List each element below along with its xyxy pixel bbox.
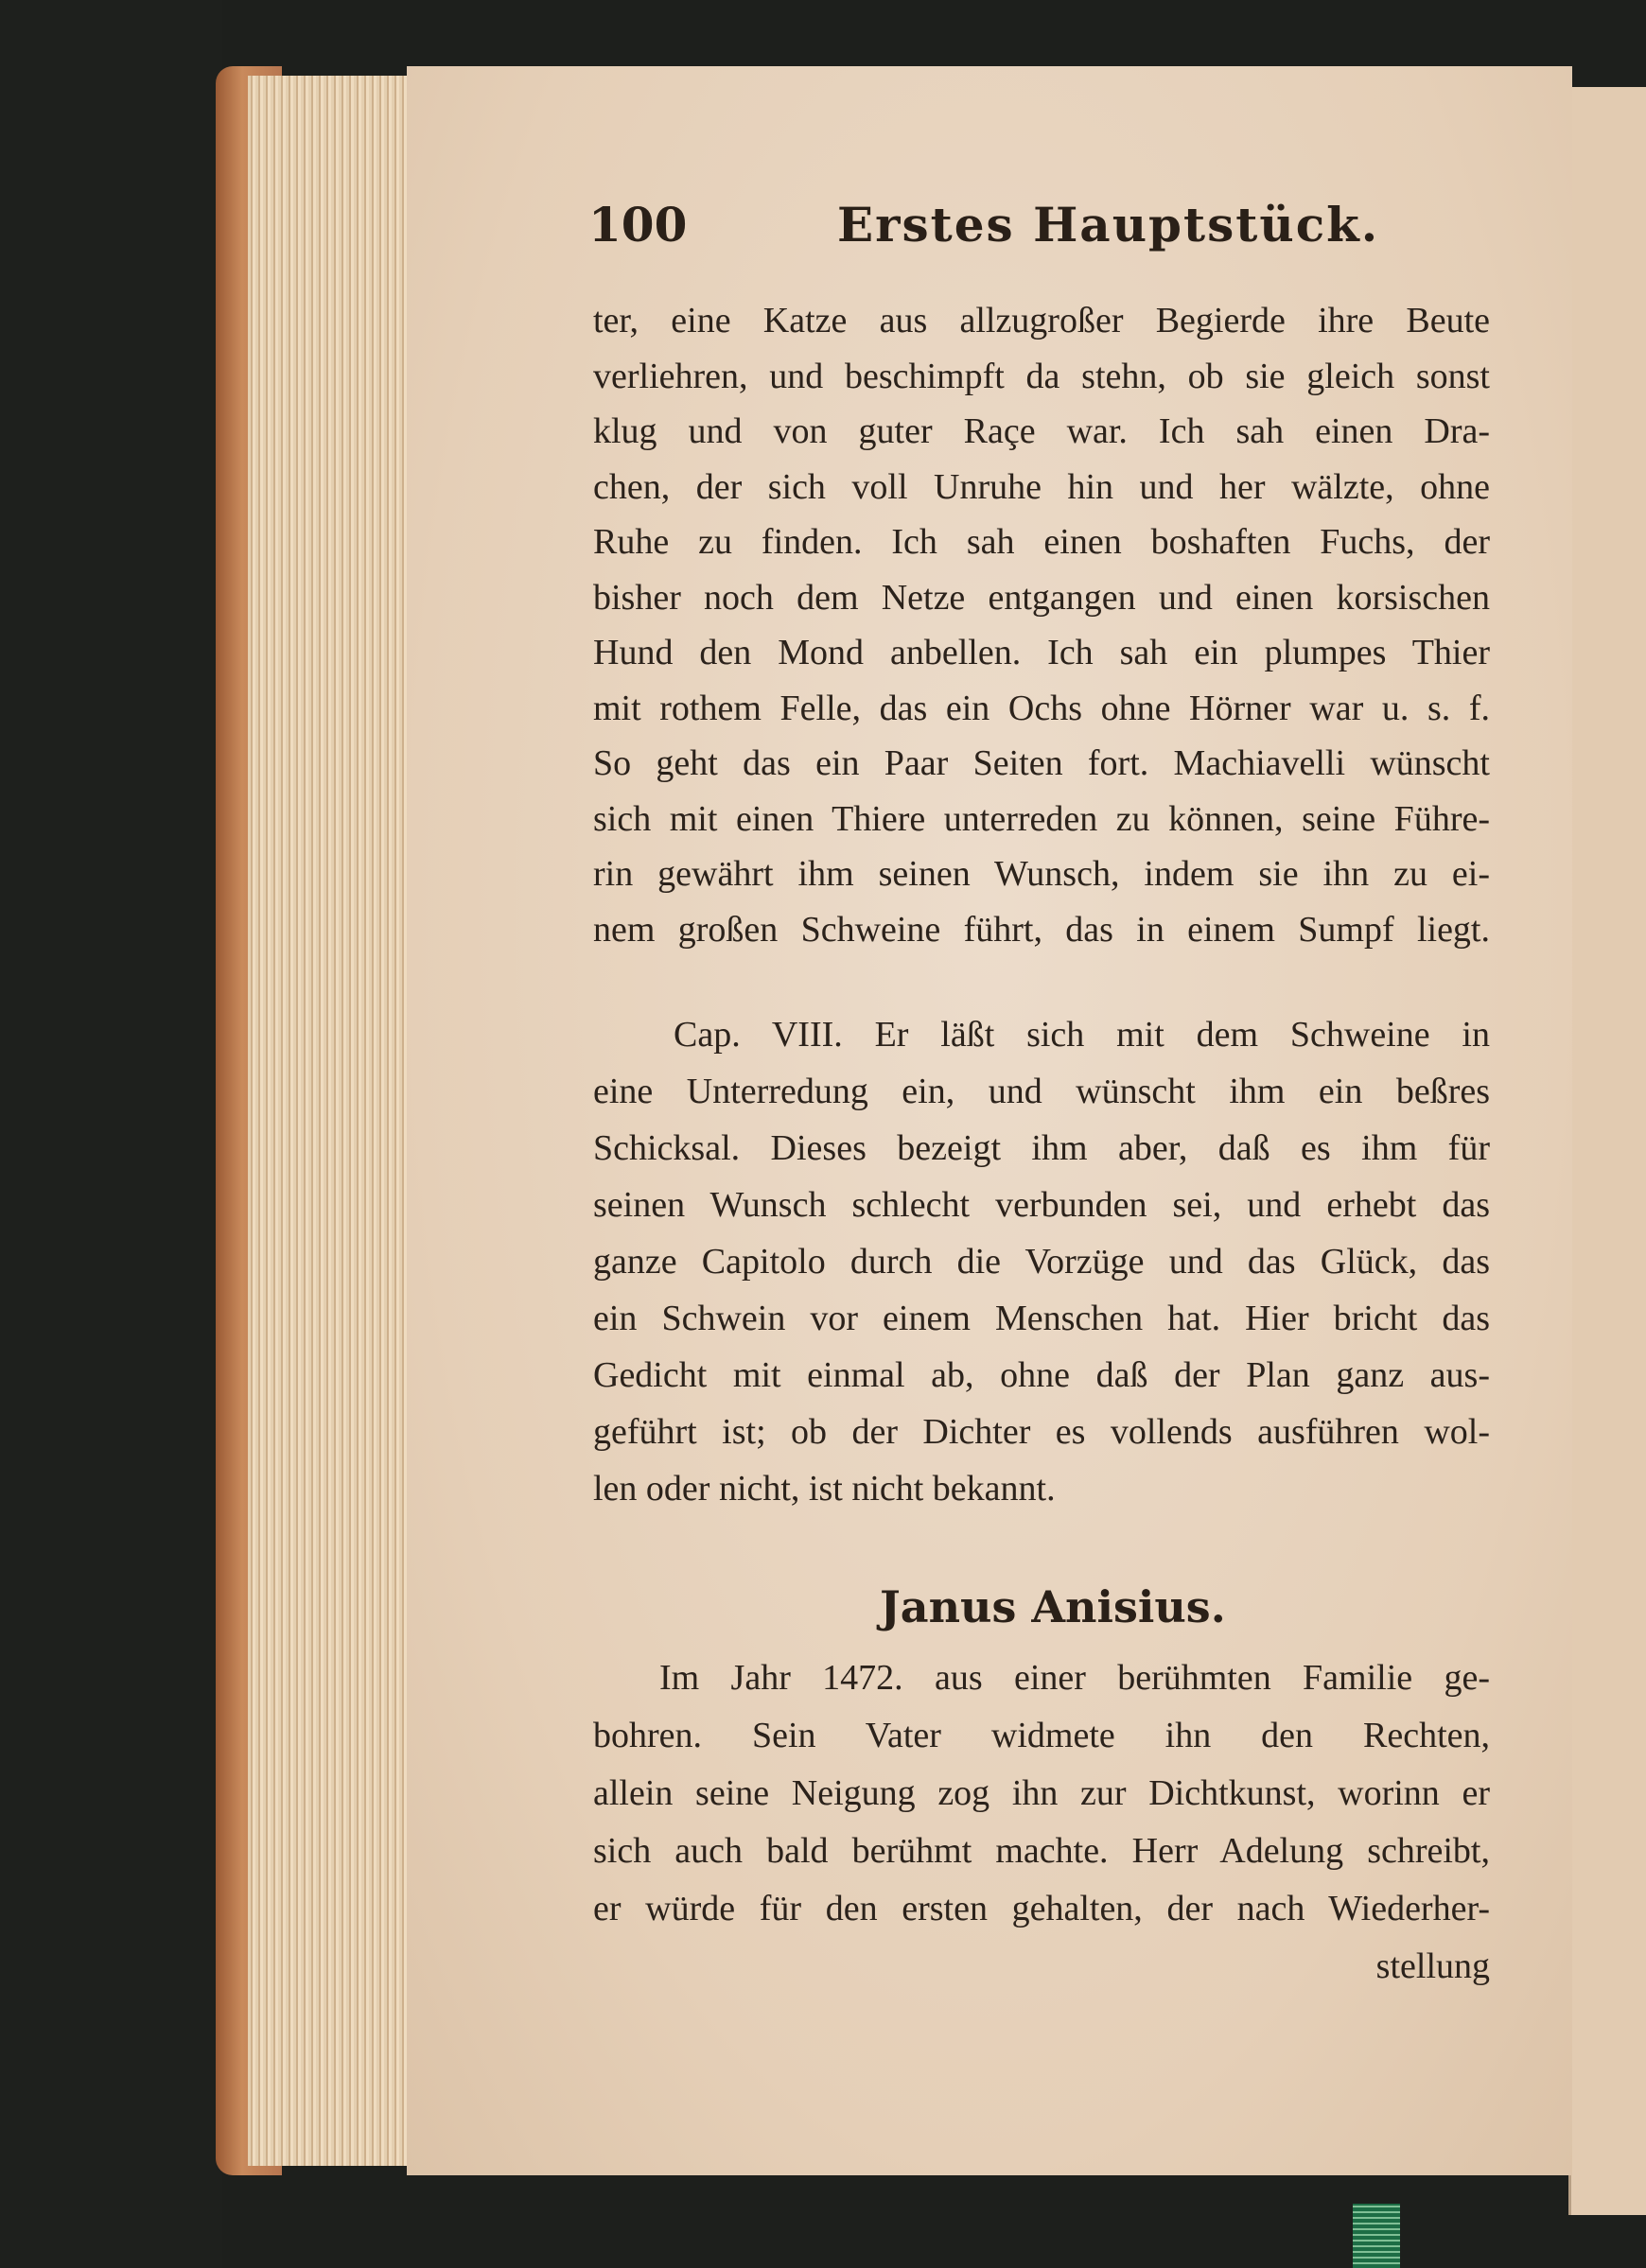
text-line: bohren. Sein Vater widmete ihn den Rechten,: [593, 1716, 1490, 1755]
text-line: sich auch bald berühmt machte. Herr Adelung schreibt,: [593, 1831, 1490, 1871]
text-line: eine Unterredung ein, und wünscht ihm ein beßres: [593, 1072, 1490, 1111]
text-line: Ruhe zu finden. Ich sah einen boshaften Fuchs, der: [593, 522, 1490, 562]
facing-page-edge: [1568, 87, 1646, 2215]
text-line: er würde für den ersten gehalten, der nach Wiederher-: [593, 1889, 1490, 1928]
text-line: klug und von guter Raçe war. Ich sah einen Dra-: [593, 411, 1490, 451]
scan-background: [0, 0, 222, 2268]
text-line: Im Jahr 1472. aus einer berühmten Familie ge-: [659, 1658, 1490, 1698]
running-head: Erstes Hauptstück.: [837, 197, 1380, 253]
page-number: 100: [588, 197, 688, 253]
text-line: len oder nicht, ist nicht bekannt.: [593, 1469, 1056, 1509]
text-line: ein Schwein vor einem Menschen hat. Hier bricht das: [593, 1299, 1490, 1338]
text-line: geführt ist; ob der Dichter es vollends ausführen wol-: [593, 1412, 1490, 1452]
text-line: chen, der sich voll Unruhe hin und her wälzte, ohne: [593, 466, 1490, 507]
text-line: verliehren, und beschimpft da stehn, ob sie gleich sonst: [593, 356, 1490, 396]
page-stack-edges: [248, 76, 413, 2166]
text-line: So geht das ein Paar Seiten fort. Machiavelli wünscht: [593, 743, 1490, 783]
text-line: Gedicht mit einmal ab, ohne daß der Plan ganz aus-: [593, 1355, 1490, 1395]
text-line: Schicksal. Dieses bezeigt ihm aber, daß es ihm für: [593, 1128, 1490, 1168]
text-line: bisher noch dem Netze entgangen und einen korsischen: [593, 577, 1490, 618]
text-line: ganze Capitolo durch die Vorzüge und das Glück, das: [593, 1242, 1490, 1282]
bookmark-ribbon: [1353, 2204, 1400, 2268]
text-line: rin gewährt ihm seinen Wunsch, indem sie ihn zu ei-: [593, 854, 1490, 894]
text-line: allein seine Neigung zog ihn zur Dichtkunst, worinn er: [593, 1773, 1490, 1813]
text-line: Cap. VIII. Er läßt sich mit dem Schweine in: [674, 1015, 1490, 1055]
text-line: sich mit einen Thiere unterreden zu können, seine Führe-: [593, 798, 1490, 839]
text-line: Hund den Mond anbellen. Ich sah ein plumpes Thier: [593, 633, 1490, 672]
text-line: mit rothem Felle, das ein Ochs ohne Hörner war u. s. f.: [593, 688, 1490, 728]
text-line: nem großen Schweine führt, das in einem Sumpf liegt.: [593, 909, 1490, 950]
text-line: seinen Wunsch schlecht verbunden sei, und erhebt das: [593, 1185, 1490, 1225]
text-line: ter, eine Katze aus allzugroßer Begierde ihre Beute: [593, 301, 1490, 340]
text-line: stellung: [1375, 1946, 1490, 1986]
section-heading: Janus Anisius.: [880, 1581, 1226, 1632]
